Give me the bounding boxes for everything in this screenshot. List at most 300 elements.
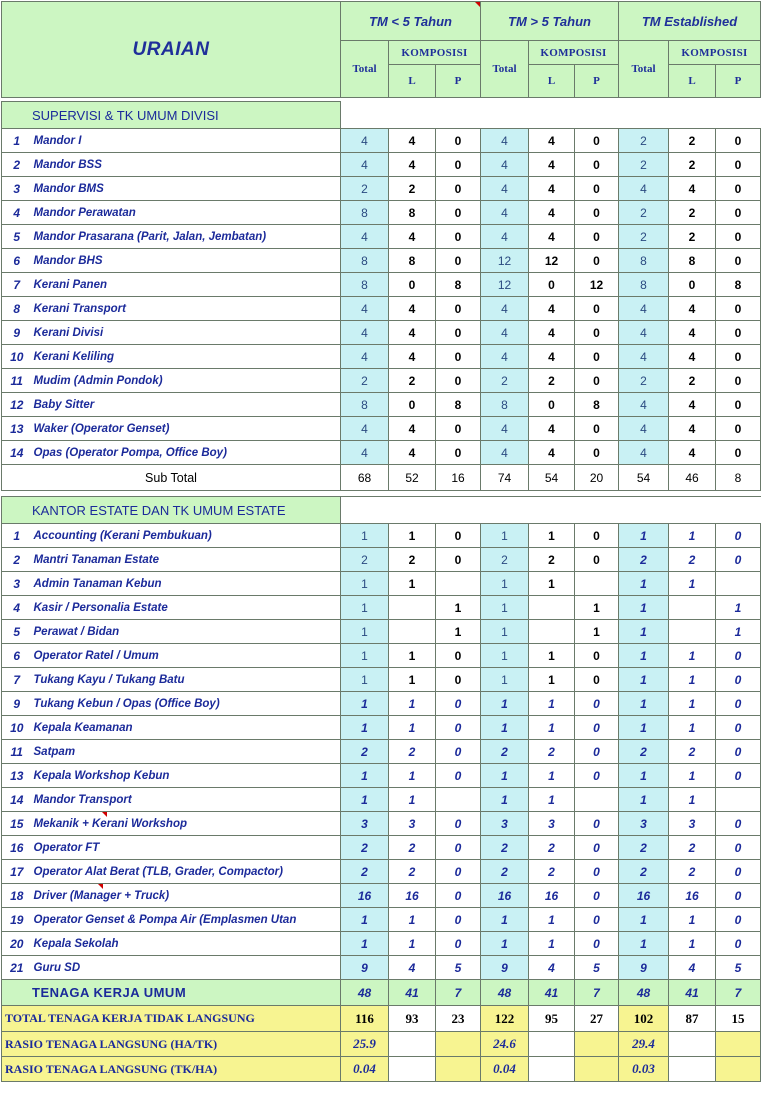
total-cell: 1 [481, 908, 529, 932]
row-label: Kepala Sekolah [32, 932, 341, 956]
rasio_ha-value: 24.6 [481, 1032, 529, 1057]
row-number: 19 [2, 908, 32, 932]
value-cell: 0 [389, 273, 436, 297]
value-cell: 0 [436, 129, 481, 153]
total-cell: 1 [619, 524, 669, 548]
value-cell: 1 [389, 908, 436, 932]
value-cell: 0 [436, 812, 481, 836]
row-label: Admin Tanaman Kebun [32, 572, 341, 596]
total-cell: 1 [481, 572, 529, 596]
tku-cell: 7 [575, 980, 619, 1006]
value-cell: 2 [389, 740, 436, 764]
value-cell: 1 [529, 524, 575, 548]
total-cell: 8 [341, 201, 389, 225]
table-row [2, 345, 761, 369]
total-cell: 4 [341, 153, 389, 177]
total-cell: 2 [341, 740, 389, 764]
value-cell: 1 [529, 668, 575, 692]
value-cell: 4 [529, 956, 575, 980]
value-cell: 0 [575, 369, 619, 393]
value-cell: 4 [389, 225, 436, 249]
row-label: Kepala Keamanan [32, 716, 341, 740]
total-cell: 2 [619, 369, 669, 393]
subtotal-cell: 8 [716, 465, 761, 491]
row-number: 14 [2, 441, 32, 465]
value-cell: 2 [529, 548, 575, 572]
value-cell: 0 [436, 764, 481, 788]
total-cell: 1 [619, 716, 669, 740]
table-row [2, 1006, 761, 1032]
value-cell: 0 [575, 764, 619, 788]
total-cell: 9 [341, 956, 389, 980]
value-cell: 0 [575, 716, 619, 740]
total-tk-cell: 93 [389, 1006, 436, 1032]
total-cell: 9 [619, 956, 669, 980]
row-label: Mandor Transport [32, 788, 341, 812]
value-cell: 0 [529, 273, 575, 297]
total-cell: 4 [481, 153, 529, 177]
value-cell: 0 [716, 764, 761, 788]
section-title-supervisi: SUPERVISI & TK UMUM DIVISI [2, 102, 341, 129]
value-cell: 1 [529, 572, 575, 596]
value-cell: 0 [436, 692, 481, 716]
value-cell: 1 [669, 692, 716, 716]
value-cell: 2 [669, 548, 716, 572]
total-cell: 1 [341, 596, 389, 620]
table-row [2, 740, 761, 764]
total-cell: 1 [619, 932, 669, 956]
row-number: 6 [2, 644, 32, 668]
value-cell: 0 [575, 908, 619, 932]
value-cell: 8 [575, 393, 619, 417]
row-label: Mandor Prasarana (Parit, Jalan, Jembatan) [32, 225, 341, 249]
value-cell: 0 [716, 812, 761, 836]
total-tk-cell: 87 [669, 1006, 716, 1032]
total-cell: 2 [619, 225, 669, 249]
table-row [2, 321, 761, 345]
empty-cell [389, 1032, 436, 1057]
tku-cell: 48 [481, 980, 529, 1006]
total-cell: 2 [619, 201, 669, 225]
value-cell: 0 [716, 393, 761, 417]
total-cell: 2 [341, 369, 389, 393]
value-cell: 0 [436, 417, 481, 441]
rasio_tk-value: 0.04 [481, 1057, 529, 1082]
value-cell: 1 [669, 788, 716, 812]
value-cell: 4 [669, 441, 716, 465]
value-cell: 1 [669, 644, 716, 668]
value-cell: 2 [389, 548, 436, 572]
row-number: 7 [2, 668, 32, 692]
value-cell: 0 [436, 644, 481, 668]
row-label: Mandor BMS [32, 177, 341, 201]
row-label: Operator Alat Berat (TLB, Grader, Compactor) [32, 860, 341, 884]
value-cell: 0 [716, 836, 761, 860]
rasio_ha-value: 29.4 [619, 1032, 669, 1057]
total-cell: 2 [481, 548, 529, 572]
total-tk-label: TOTAL TENAGA KERJA TIDAK LANGSUNG [2, 1006, 341, 1032]
value-cell: 1 [529, 932, 575, 956]
value-cell: 0 [436, 369, 481, 393]
row-number: 5 [2, 225, 32, 249]
total-cell: 1 [481, 644, 529, 668]
total-tk-cell: 122 [481, 1006, 529, 1032]
value-cell: 0 [575, 129, 619, 153]
total-cell: 2 [619, 740, 669, 764]
group-header-tm-established: TM Established [619, 2, 761, 41]
table-row [2, 644, 761, 668]
row-label: Mandor BHS [32, 249, 341, 273]
row-number: 3 [2, 177, 32, 201]
row-number: 15 [2, 812, 32, 836]
total-header-1: Total [341, 41, 389, 98]
tku-cell: 7 [436, 980, 481, 1006]
row-label: Mudim (Admin Pondok) [32, 369, 341, 393]
value-cell: 4 [529, 321, 575, 345]
total-cell: 1 [341, 788, 389, 812]
row-number: 2 [2, 153, 32, 177]
row-label: Accounting (Kerani Pembukuan) [32, 524, 341, 548]
value-cell: 0 [716, 716, 761, 740]
total-cell: 2 [619, 548, 669, 572]
table-row [2, 596, 761, 620]
total-cell: 1 [481, 932, 529, 956]
total-cell: 4 [341, 417, 389, 441]
row-label: Kerani Keliling [32, 345, 341, 369]
value-cell: 4 [529, 153, 575, 177]
value-cell: 4 [669, 177, 716, 201]
value-cell: 3 [669, 812, 716, 836]
value-cell: 1 [389, 668, 436, 692]
row-number: 2 [2, 548, 32, 572]
value-cell: 1 [669, 764, 716, 788]
value-cell: 5 [575, 956, 619, 980]
value-cell: 2 [669, 129, 716, 153]
tku-cell: 48 [619, 980, 669, 1006]
total-cell: 2 [481, 740, 529, 764]
value-cell: 1 [529, 716, 575, 740]
subtotal-cell: 54 [619, 465, 669, 491]
value-cell: 1 [669, 572, 716, 596]
value-cell: 1 [389, 524, 436, 548]
total-cell: 8 [619, 273, 669, 297]
value-cell [575, 572, 619, 596]
row-number: 5 [2, 620, 32, 644]
total-cell: 1 [341, 932, 389, 956]
row-number: 9 [2, 692, 32, 716]
value-cell: 4 [669, 345, 716, 369]
table-row [2, 692, 761, 716]
row-number: 13 [2, 417, 32, 441]
tku-cell: 7 [716, 980, 761, 1006]
total-cell: 1 [341, 668, 389, 692]
value-cell: 8 [716, 273, 761, 297]
value-cell: 0 [716, 692, 761, 716]
empty-cell [575, 1032, 619, 1057]
total-cell: 4 [481, 297, 529, 321]
row-number: 10 [2, 345, 32, 369]
empty-cell [716, 1057, 761, 1082]
total-cell: 1 [341, 716, 389, 740]
value-cell: 0 [436, 441, 481, 465]
total-tk-cell: 27 [575, 1006, 619, 1032]
value-cell: 4 [389, 153, 436, 177]
value-cell: 0 [716, 249, 761, 273]
table-row [2, 225, 761, 249]
value-cell: 4 [389, 345, 436, 369]
value-cell: 1 [669, 908, 716, 932]
total-cell: 4 [341, 129, 389, 153]
value-cell: 0 [716, 884, 761, 908]
value-cell: 4 [529, 417, 575, 441]
total-cell: 2 [341, 177, 389, 201]
value-cell: 0 [716, 524, 761, 548]
total-cell: 4 [619, 393, 669, 417]
value-cell: 0 [575, 884, 619, 908]
value-cell: 0 [716, 369, 761, 393]
table-row [2, 812, 761, 836]
row-label: Mandor I [32, 129, 341, 153]
value-cell: 1 [529, 908, 575, 932]
row-number: 10 [2, 716, 32, 740]
tku-cell: 41 [389, 980, 436, 1006]
l-header-2: L [529, 65, 575, 98]
value-cell: 0 [575, 740, 619, 764]
row-label: Kerani Transport [32, 297, 341, 321]
total-cell: 4 [481, 321, 529, 345]
empty-cell [669, 1057, 716, 1082]
table-row [2, 908, 761, 932]
value-cell: 2 [669, 225, 716, 249]
value-cell: 0 [436, 249, 481, 273]
total-cell: 4 [341, 345, 389, 369]
value-cell: 5 [716, 956, 761, 980]
value-cell: 0 [575, 668, 619, 692]
total-cell: 4 [481, 417, 529, 441]
value-cell: 1 [389, 692, 436, 716]
value-cell: 0 [716, 297, 761, 321]
value-cell: 4 [669, 297, 716, 321]
row-label: Tukang Kayu / Tukang Batu [32, 668, 341, 692]
row-label: Mandor Perawatan [32, 201, 341, 225]
total-cell: 1 [481, 692, 529, 716]
value-cell: 4 [669, 956, 716, 980]
total-cell: 1 [341, 764, 389, 788]
value-cell: 2 [529, 836, 575, 860]
row-label: Mekanik + Kerani Workshop [32, 812, 341, 836]
value-cell: 0 [436, 201, 481, 225]
value-cell: 1 [575, 620, 619, 644]
value-cell [669, 596, 716, 620]
value-cell: 1 [436, 596, 481, 620]
table-row [2, 956, 761, 980]
total-cell: 8 [341, 393, 389, 417]
total-header-3: Total [619, 41, 669, 98]
table-row [2, 716, 761, 740]
value-cell [716, 788, 761, 812]
value-cell: 1 [389, 572, 436, 596]
total-cell: 4 [619, 297, 669, 321]
value-cell: 0 [436, 668, 481, 692]
total-cell: 8 [481, 393, 529, 417]
table-row [2, 1057, 761, 1082]
row-number: 14 [2, 788, 32, 812]
total-cell: 4 [481, 129, 529, 153]
row-label: Mandor BSS [32, 153, 341, 177]
total-cell: 8 [619, 249, 669, 273]
value-cell: 0 [575, 225, 619, 249]
value-cell: 8 [436, 273, 481, 297]
total-cell: 1 [341, 644, 389, 668]
table-row [2, 273, 761, 297]
total-cell: 1 [481, 764, 529, 788]
value-cell: 0 [575, 441, 619, 465]
total-cell: 4 [341, 297, 389, 321]
value-cell: 1 [716, 596, 761, 620]
subtotal-cell: 46 [669, 465, 716, 491]
value-cell: 0 [716, 860, 761, 884]
total-cell: 8 [341, 273, 389, 297]
value-cell: 0 [436, 225, 481, 249]
row-label: Perawat / Bidan [32, 620, 341, 644]
total-cell: 1 [619, 764, 669, 788]
total-cell: 1 [619, 788, 669, 812]
value-cell: 5 [436, 956, 481, 980]
value-cell: 0 [716, 668, 761, 692]
value-cell: 0 [575, 932, 619, 956]
value-cell: 1 [436, 620, 481, 644]
row-number: 6 [2, 249, 32, 273]
row-label: Operator FT [32, 836, 341, 860]
total-cell: 4 [481, 345, 529, 369]
komposisi-header-1: KOMPOSISI [389, 41, 481, 65]
value-cell [669, 620, 716, 644]
value-cell: 1 [389, 644, 436, 668]
value-cell: 0 [436, 177, 481, 201]
subtotal-cell: 52 [389, 465, 436, 491]
table-row [2, 860, 761, 884]
value-cell: 0 [716, 740, 761, 764]
subtotal-cell: 68 [341, 465, 389, 491]
total-cell: 4 [619, 321, 669, 345]
total-cell: 4 [619, 177, 669, 201]
table-row [2, 369, 761, 393]
total-header-2: Total [481, 41, 529, 98]
uraian-header: URAIAN [2, 2, 341, 98]
value-cell: 1 [669, 668, 716, 692]
value-cell: 4 [669, 417, 716, 441]
value-cell: 12 [575, 273, 619, 297]
l-header-3: L [669, 65, 716, 98]
value-cell: 16 [669, 884, 716, 908]
total-cell: 2 [341, 860, 389, 884]
value-cell: 0 [575, 644, 619, 668]
row-number: 17 [2, 860, 32, 884]
value-cell: 0 [575, 860, 619, 884]
value-cell: 2 [669, 369, 716, 393]
value-cell: 4 [389, 956, 436, 980]
value-cell: 2 [529, 860, 575, 884]
section-title-kantor: KANTOR ESTATE DAN TK UMUM ESTATE [2, 497, 341, 524]
value-cell: 16 [389, 884, 436, 908]
value-cell: 1 [389, 932, 436, 956]
table-row [2, 524, 761, 548]
value-cell: 0 [575, 417, 619, 441]
value-cell: 3 [529, 812, 575, 836]
total-cell: 4 [619, 417, 669, 441]
total-tk-cell: 102 [619, 1006, 669, 1032]
table-row [2, 620, 761, 644]
value-cell: 1 [389, 788, 436, 812]
row-label: Driver (Manager + Truck) [32, 884, 341, 908]
total-cell: 4 [619, 441, 669, 465]
total-cell: 4 [481, 201, 529, 225]
value-cell: 4 [529, 441, 575, 465]
row-label: Kerani Panen [32, 273, 341, 297]
table-row [2, 932, 761, 956]
value-cell: 2 [669, 201, 716, 225]
value-cell: 0 [575, 177, 619, 201]
value-cell: 0 [575, 321, 619, 345]
total-tk-cell: 15 [716, 1006, 761, 1032]
row-number: 4 [2, 596, 32, 620]
total-cell: 1 [341, 572, 389, 596]
row-label: Satpam [32, 740, 341, 764]
value-cell: 2 [669, 153, 716, 177]
row-number: 11 [2, 740, 32, 764]
row-label: Baby Sitter [32, 393, 341, 417]
value-cell: 4 [669, 321, 716, 345]
empty-cell [436, 1057, 481, 1082]
total-tk-cell: 116 [341, 1006, 389, 1032]
staffing-table-sheet [1, 1, 761, 1082]
value-cell: 4 [529, 129, 575, 153]
table-row [2, 441, 761, 465]
value-cell: 2 [389, 177, 436, 201]
total-cell: 16 [619, 884, 669, 908]
total-cell: 1 [481, 620, 529, 644]
total-cell: 1 [619, 692, 669, 716]
total-cell: 1 [341, 524, 389, 548]
value-cell: 2 [529, 740, 575, 764]
total-cell: 2 [481, 860, 529, 884]
table-row [2, 129, 761, 153]
value-cell: 0 [716, 441, 761, 465]
value-cell: 4 [669, 393, 716, 417]
table-row [2, 393, 761, 417]
empty-cell [529, 1032, 575, 1057]
row-label: Waker (Operator Genset) [32, 417, 341, 441]
value-cell: 2 [669, 860, 716, 884]
total-cell: 3 [619, 812, 669, 836]
value-cell: 4 [389, 417, 436, 441]
total-cell: 2 [619, 153, 669, 177]
tku-cell: 48 [341, 980, 389, 1006]
total-cell: 2 [481, 836, 529, 860]
value-cell: 3 [389, 812, 436, 836]
table-row [2, 297, 761, 321]
total-cell: 2 [619, 836, 669, 860]
table-row [2, 836, 761, 860]
staffing-table [1, 1, 761, 1082]
value-cell: 1 [529, 788, 575, 812]
value-cell: 0 [436, 884, 481, 908]
value-cell: 0 [716, 153, 761, 177]
value-cell: 0 [436, 932, 481, 956]
value-cell: 0 [575, 201, 619, 225]
row-number: 3 [2, 572, 32, 596]
value-cell: 2 [669, 740, 716, 764]
